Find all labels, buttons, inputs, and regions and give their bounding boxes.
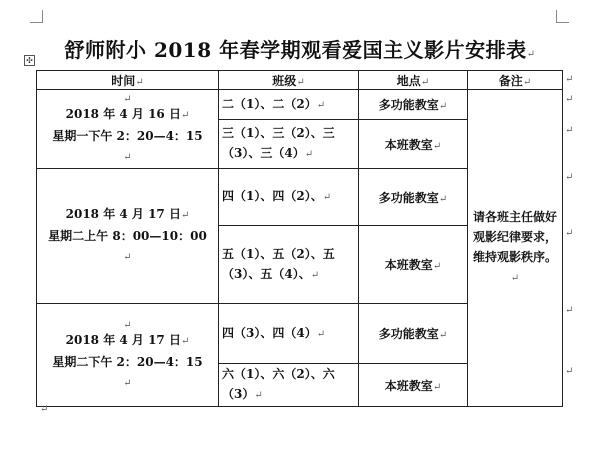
class-cell: 四（1）、四（2）、↵ — [219, 169, 359, 226]
time-range-text: 星期二上午 8：00—10：00 — [48, 229, 207, 243]
class-cell: 三（1）、三（2）、三（3）、三（4）↵ — [219, 120, 359, 169]
header-class: 班级↵ — [219, 71, 359, 90]
place-cell: 多功能教室↵ — [359, 304, 468, 364]
place-cell: 本班教室↵ — [359, 120, 468, 169]
row-end-mark-icon: ↵ — [565, 74, 574, 85]
date-text: 2018 年 4 月 17 日 — [65, 333, 181, 347]
time-range-text: 星期一下午 2：20—4：15 — [52, 129, 203, 143]
class-cell: 二（1）、二（2）↵ — [219, 90, 359, 120]
row-end-mark-icon: ↵ — [565, 366, 574, 377]
row-end-mark-icon: ↵ — [565, 172, 574, 183]
place-cell: 本班教室↵ — [359, 364, 468, 407]
row-end-mark-icon: ↵ — [565, 94, 574, 105]
table-header-row — [37, 71, 563, 90]
row-end-mark-icon: ↵ — [565, 125, 574, 136]
note-cell: 请各班主任做好观影纪律要求，维持观影秩序。↵ — [468, 90, 563, 407]
paragraph-mark-icon: ↵ — [40, 404, 49, 415]
time-cell: ↵ 2018 年 4 月 16 日↵ 星期一下午 2：20—4：15 ↵ — [37, 90, 219, 169]
class-cell: 六（1）、六（2）、六（3）↵ — [219, 364, 359, 407]
time-cell: ↵ 2018 年 4 月 17 日↵ 星期二下午 2：20—4：15 ↵ — [37, 304, 219, 407]
time-range-text: 星期二下午 2：20—4：15 — [52, 355, 203, 369]
page-corner-mark-top-right — [556, 10, 569, 23]
schedule-table — [36, 70, 563, 407]
table-row — [37, 90, 563, 120]
class-cell: 五（1）、五（2）、五（3）、五（4）、↵ — [219, 226, 359, 304]
class-cell: 四（3）、四（4）↵ — [219, 304, 359, 364]
header-time: 时间↵ — [37, 71, 219, 90]
document-title — [0, 34, 600, 63]
page-corner-mark-top-left — [30, 10, 43, 23]
time-cell: 2018 年 4 月 17 日↵ 星期二上午 8：00—10：00 ↵ — [37, 169, 219, 304]
date-text: 2018 年 4 月 17 日 — [65, 207, 181, 221]
place-cell: 本班教室↵ — [359, 226, 468, 304]
header-note: 备注↵ — [468, 71, 563, 90]
date-text: 2018 年 4 月 16 日 — [65, 107, 181, 121]
row-end-mark-icon: ↵ — [565, 228, 574, 239]
note-text: 请各班主任做好观影纪律要求，维持观影秩序。 — [472, 210, 557, 264]
header-place: 地点↵ — [359, 71, 468, 90]
paragraph-mark-icon: ↵ — [526, 49, 536, 60]
row-end-mark-icon: ↵ — [565, 305, 574, 316]
table-move-handle-icon[interactable]: ✣ — [24, 55, 35, 66]
document-title-text: 舒师附小 2018 年春学期观看爱国主义影片安排表 — [64, 38, 527, 62]
place-cell: 多功能教室↵ — [359, 169, 468, 226]
place-cell: 多功能教室↵ — [359, 90, 468, 120]
